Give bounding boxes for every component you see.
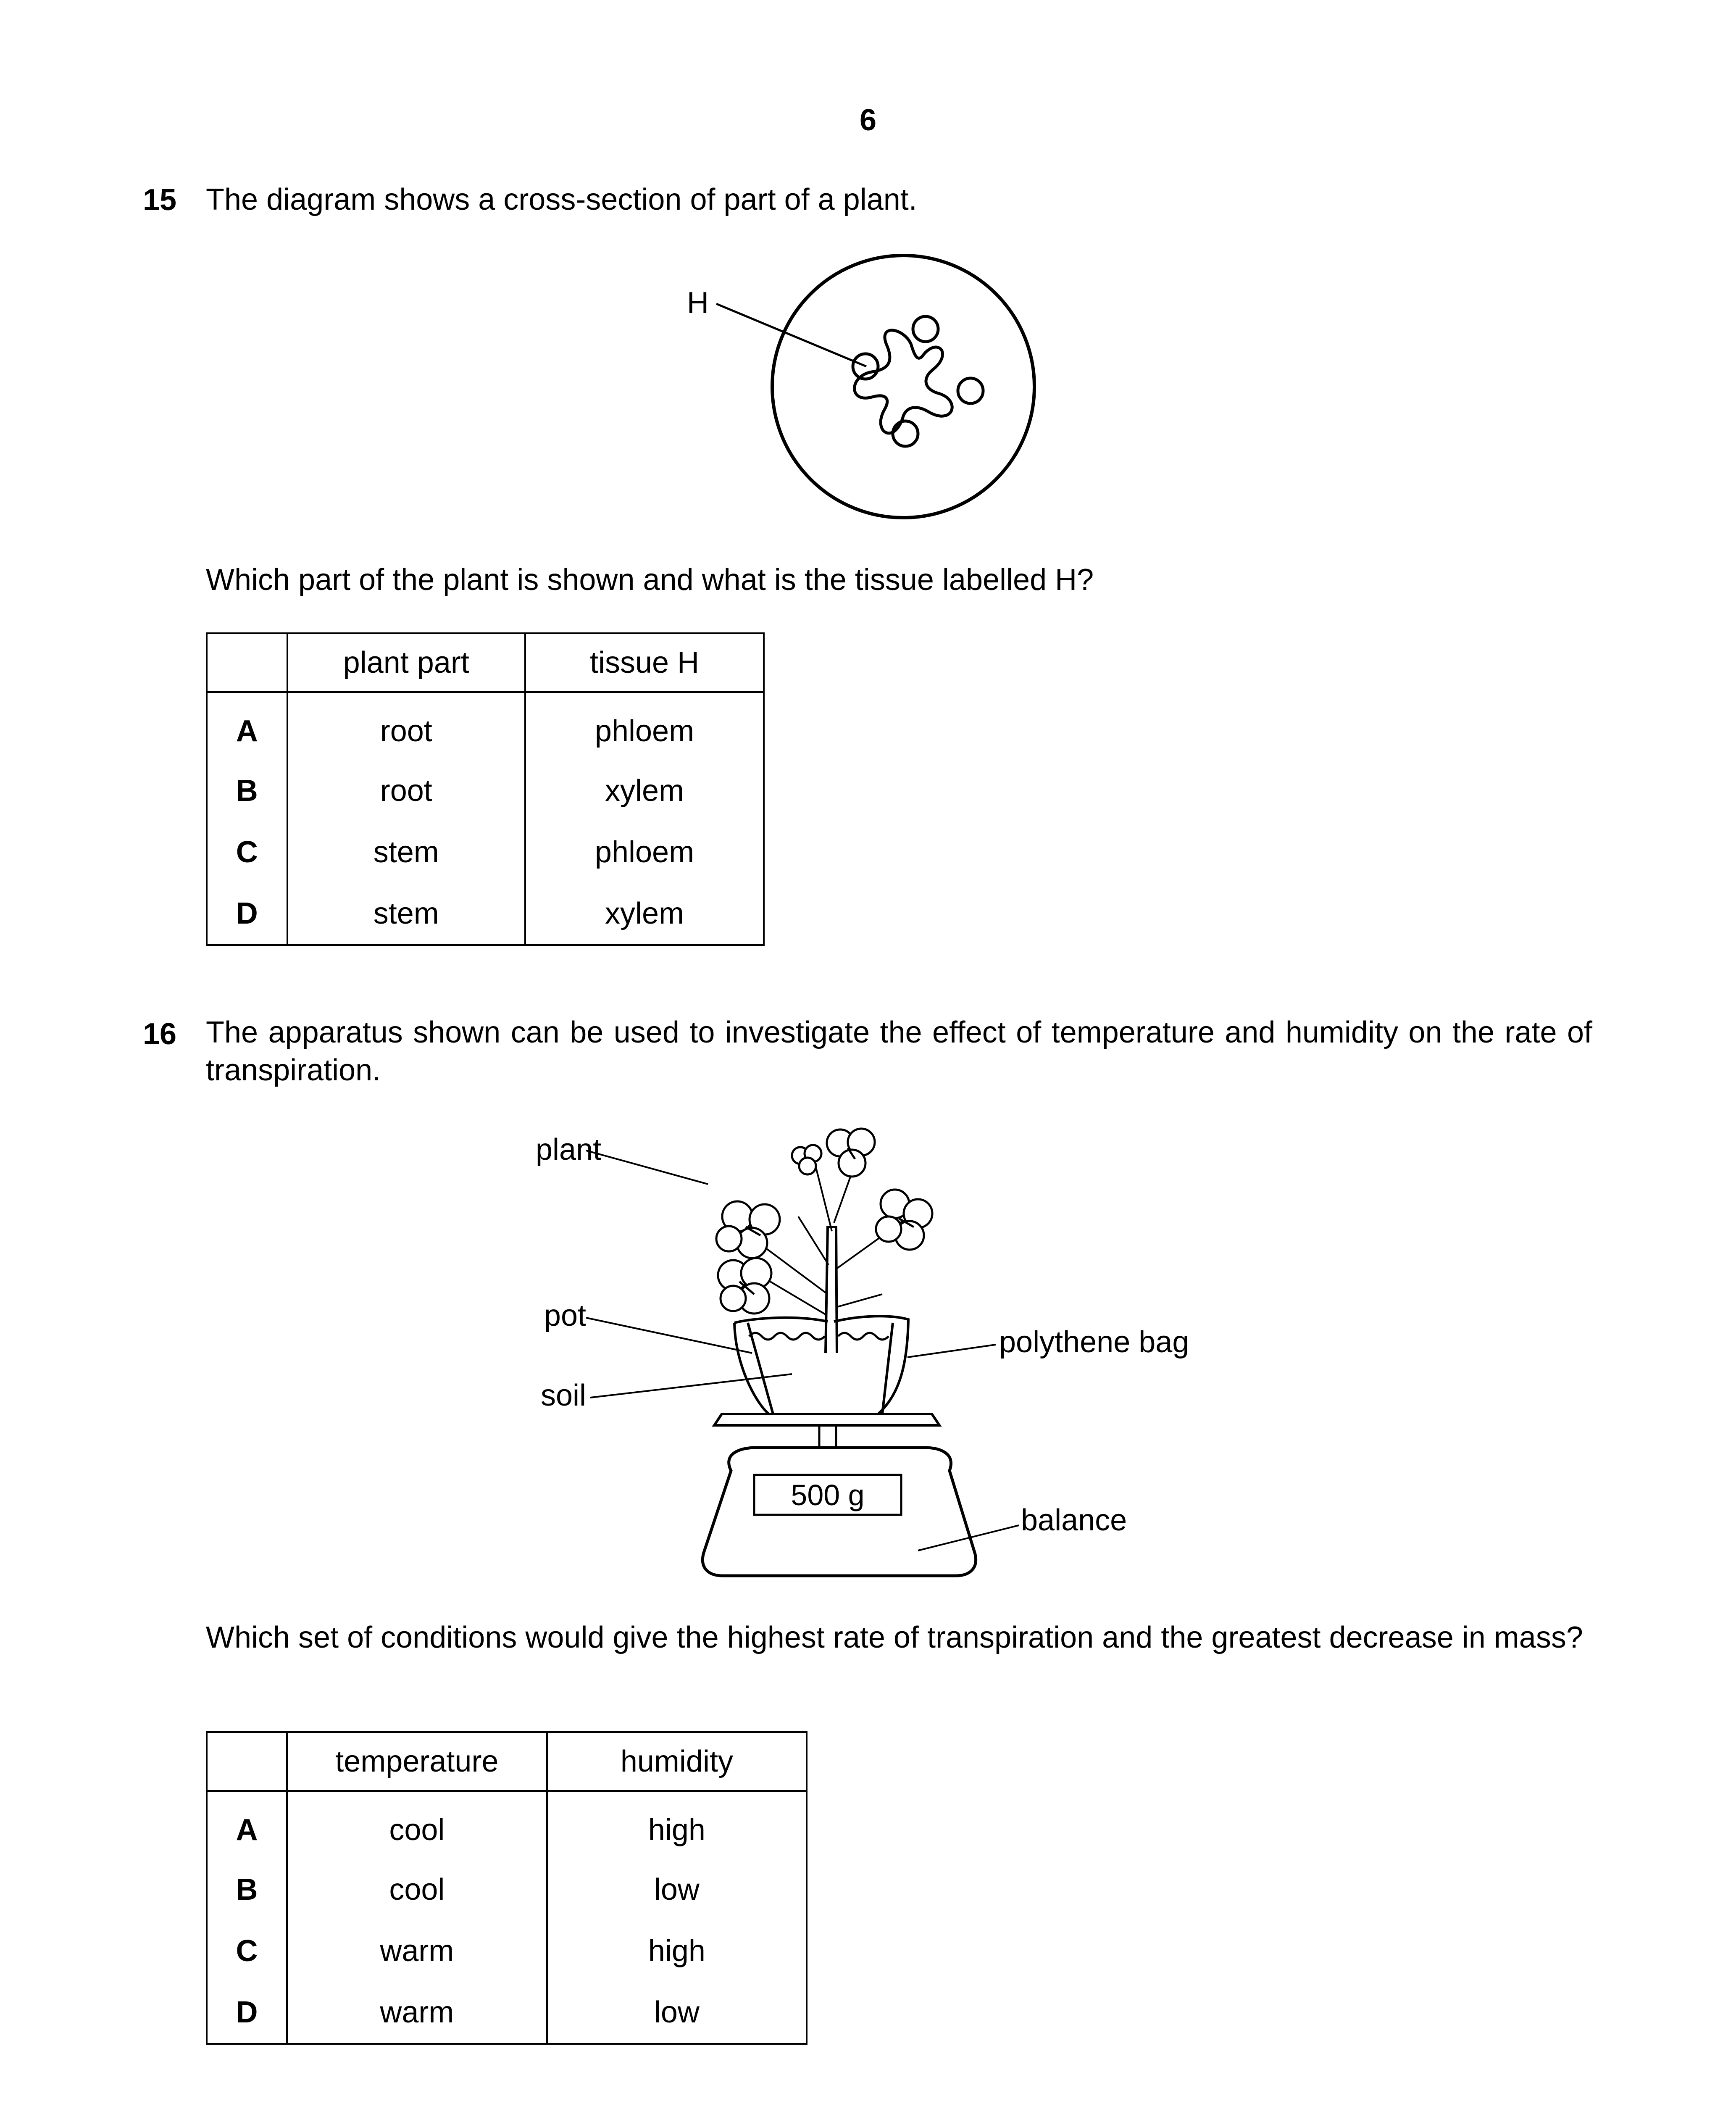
question-16-options-table xyxy=(206,1731,808,2045)
question-16-text: The apparatus shown can be used to investigate the effect of temperature and humidity on the rate of transpiration. xyxy=(206,1016,1592,1087)
option-plant-part: stem xyxy=(287,883,526,945)
question-16-number: 16 xyxy=(143,1017,177,1051)
label-soil: soil xyxy=(540,1379,586,1412)
leaf xyxy=(876,1190,932,1250)
option-letter: D xyxy=(207,883,287,945)
balance-pan xyxy=(714,1414,939,1425)
table-row xyxy=(207,760,764,821)
xylem-star xyxy=(855,330,952,433)
bag-leader xyxy=(907,1345,996,1357)
table-header-row xyxy=(207,633,764,692)
table-row xyxy=(207,1920,807,1982)
phloem-circle xyxy=(893,421,918,446)
option-letter: B xyxy=(207,1859,287,1920)
option-humidity: high xyxy=(547,1791,807,1859)
table-row xyxy=(207,821,764,883)
soil-surface xyxy=(838,1333,889,1340)
option-letter: B xyxy=(207,760,287,821)
plant-leader xyxy=(586,1151,708,1184)
question-15-text: The diagram shows a cross-section of part of a plant. xyxy=(206,183,917,216)
table-header-row xyxy=(207,1732,807,1791)
question-16-prompt: Which set of conditions would give the highest rate of transpiration and the greatest decrease in mass? xyxy=(206,1621,1583,1654)
plant-stem xyxy=(826,1227,837,1353)
option-tissue: xylem xyxy=(525,760,764,821)
leaf xyxy=(716,1201,780,1258)
option-letter: C xyxy=(207,1920,287,1982)
branch xyxy=(837,1294,882,1307)
option-tissue: xylem xyxy=(525,883,764,945)
leaf xyxy=(827,1129,875,1177)
balance-body xyxy=(702,1448,976,1576)
option-humidity: high xyxy=(547,1920,807,1982)
question-15-number: 15 xyxy=(143,183,177,217)
option-temperature: warm xyxy=(287,1920,547,1982)
table-row xyxy=(207,883,764,945)
cross-section-diagram xyxy=(651,244,1071,529)
option-letter: D xyxy=(207,1982,287,2044)
label-h-leader xyxy=(716,304,866,366)
pot-leader xyxy=(586,1318,752,1353)
question-15-prompt: Which part of the plant is shown and what is the tissue labelled H? xyxy=(206,563,1094,597)
option-plant-part: root xyxy=(287,692,526,760)
option-temperature: cool xyxy=(287,1791,547,1859)
header-humidity: humidity xyxy=(547,1732,807,1791)
branch xyxy=(767,1280,827,1315)
option-temperature: cool xyxy=(287,1859,547,1920)
table-row xyxy=(207,1791,807,1859)
option-letter: A xyxy=(207,692,287,760)
bag-right xyxy=(834,1316,908,1414)
option-plant-part: stem xyxy=(287,821,526,883)
label-h: H xyxy=(687,286,709,320)
option-temperature: warm xyxy=(287,1982,547,2044)
header-blank xyxy=(207,1732,287,1791)
phloem-circle xyxy=(958,378,983,403)
balance-stem xyxy=(819,1425,836,1448)
option-humidity: low xyxy=(547,1859,807,1920)
option-tissue: phloem xyxy=(525,692,764,760)
phloem-circle xyxy=(913,316,938,342)
table-row xyxy=(207,1982,807,2044)
leaf xyxy=(718,1258,771,1314)
branch xyxy=(798,1216,829,1265)
option-humidity: low xyxy=(547,1982,807,2044)
question-15-options-table xyxy=(206,632,765,946)
bag-top-left xyxy=(734,1318,828,1323)
label-polythene-bag: polythene bag xyxy=(999,1325,1189,1359)
soil-surface xyxy=(749,1333,825,1340)
header-plant-part: plant part xyxy=(287,633,526,692)
header-temperature: temperature xyxy=(287,1732,547,1791)
balance-reading: 500 g xyxy=(791,1479,865,1511)
section-outline xyxy=(772,255,1034,518)
table-row xyxy=(207,692,764,760)
soil-leader xyxy=(590,1374,792,1398)
option-tissue: phloem xyxy=(525,821,764,883)
option-letter: C xyxy=(207,821,287,883)
option-plant-part: root xyxy=(287,760,526,821)
transpiration-apparatus-diagram xyxy=(504,1109,1260,1593)
label-balance: balance xyxy=(1021,1503,1127,1537)
pot xyxy=(748,1323,893,1414)
label-plant: plant xyxy=(536,1133,602,1166)
label-pot: pot xyxy=(544,1299,586,1332)
page-number: 6 xyxy=(859,103,877,137)
option-letter: A xyxy=(207,1791,287,1859)
header-blank xyxy=(207,633,287,692)
header-tissue-h: tissue H xyxy=(525,633,764,692)
table-row xyxy=(207,1859,807,1920)
